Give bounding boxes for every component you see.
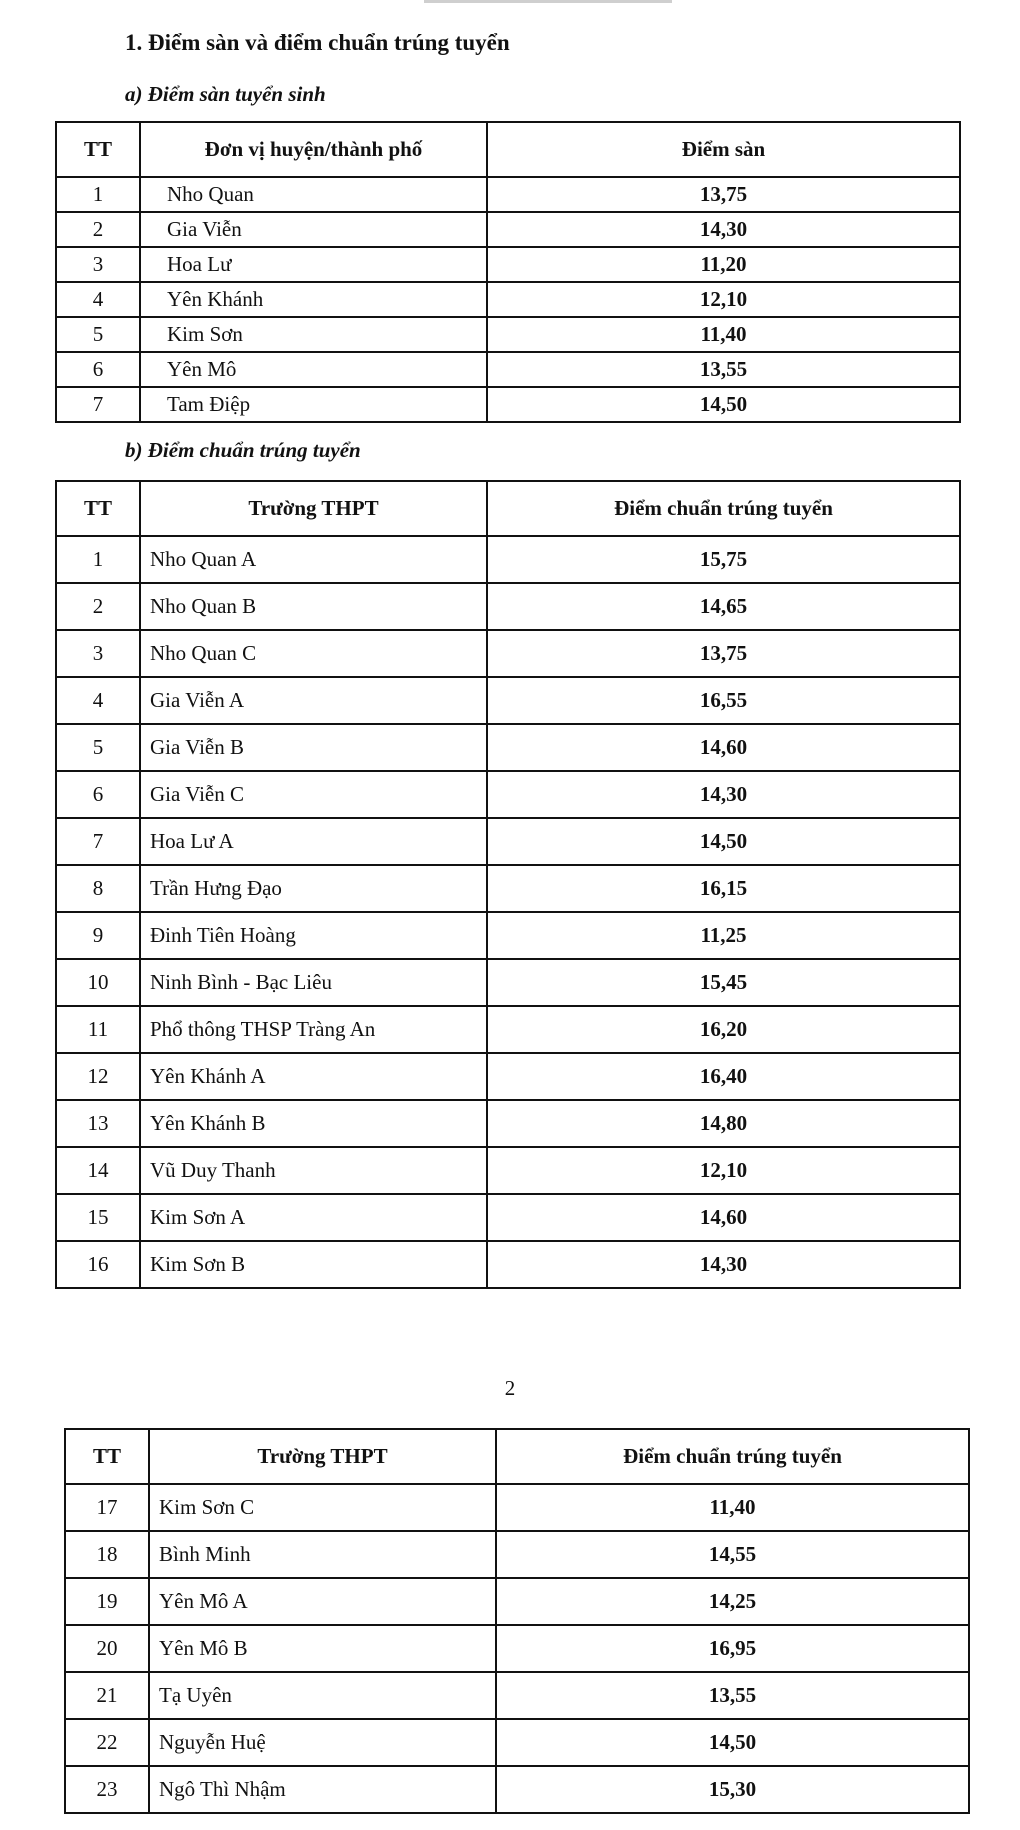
row-number: 17: [65, 1484, 149, 1531]
table-row: [56, 282, 960, 317]
row-number: 18: [65, 1531, 149, 1578]
row-score: 15,45: [487, 959, 960, 1006]
row-score: 14,60: [487, 1194, 960, 1241]
table-row: [56, 1006, 960, 1053]
header-floor-score: Điểm sàn: [487, 122, 960, 177]
row-name: Vũ Duy Thanh: [140, 1147, 487, 1194]
row-score: 11,40: [496, 1484, 969, 1531]
row-score: 15,30: [496, 1766, 969, 1813]
row-score: 14,50: [487, 387, 960, 422]
row-score: 13,55: [487, 352, 960, 387]
row-score: 13,55: [496, 1672, 969, 1719]
row-score: 15,75: [487, 536, 960, 583]
row-name: Gia Viễn: [140, 212, 487, 247]
row-name: Nguyễn Huệ: [149, 1719, 496, 1766]
row-score: 14,50: [496, 1719, 969, 1766]
header-school: Trường THPT: [140, 481, 487, 536]
row-name: Bình Minh: [149, 1531, 496, 1578]
row-score: 12,10: [487, 282, 960, 317]
row-name: Hoa Lư A: [140, 818, 487, 865]
row-score: 16,40: [487, 1053, 960, 1100]
row-name: Nho Quan B: [140, 583, 487, 630]
table-header-row: [56, 481, 960, 536]
table-row: [65, 1719, 969, 1766]
admission-score-table-continued: [64, 1428, 970, 1814]
row-number: 8: [56, 865, 140, 912]
row-number: 19: [65, 1578, 149, 1625]
row-score: 14,55: [496, 1531, 969, 1578]
row-number: 2: [56, 583, 140, 630]
section-heading: 1. Điểm sàn và điểm chuẩn trúng tuyển: [125, 30, 510, 55]
row-number: 3: [56, 247, 140, 282]
row-number: 1: [56, 536, 140, 583]
row-name: Hoa Lư: [140, 247, 487, 282]
row-number: 12: [56, 1053, 140, 1100]
row-name: Kim Sơn B: [140, 1241, 487, 1288]
row-name: Tạ Uyên: [149, 1672, 496, 1719]
row-name: Yên Khánh B: [140, 1100, 487, 1147]
row-number: 5: [56, 724, 140, 771]
row-score: 11,40: [487, 317, 960, 352]
header-admission-score: Điểm chuẩn trúng tuyển: [496, 1429, 969, 1484]
row-name: Tam Điệp: [140, 387, 487, 422]
row-number: 7: [56, 387, 140, 422]
row-number: 7: [56, 818, 140, 865]
page-number: 2: [504, 1376, 516, 1400]
row-number: 4: [56, 282, 140, 317]
row-score: 11,20: [487, 247, 960, 282]
floor-score-subheading: a) Điểm sàn tuyển sinh: [125, 82, 326, 106]
table-row: [65, 1578, 969, 1625]
row-name: Gia Viễn A: [140, 677, 487, 724]
floor-score-table: [55, 121, 961, 423]
header-tt: TT: [65, 1429, 149, 1484]
row-number: 2: [56, 212, 140, 247]
table-row: [56, 387, 960, 422]
row-number: 10: [56, 959, 140, 1006]
row-number: 14: [56, 1147, 140, 1194]
row-number: 20: [65, 1625, 149, 1672]
row-score: 13,75: [487, 630, 960, 677]
row-number: 9: [56, 912, 140, 959]
table-row: [56, 1100, 960, 1147]
header-admission-score: Điểm chuẩn trúng tuyển: [487, 481, 960, 536]
header-school: Trường THPT: [149, 1429, 496, 1484]
row-number: 23: [65, 1766, 149, 1813]
row-name: Đinh Tiên Hoàng: [140, 912, 487, 959]
table-row: [56, 771, 960, 818]
row-score: 14,30: [487, 212, 960, 247]
row-name: Kim Sơn: [140, 317, 487, 352]
table-row: [56, 317, 960, 352]
row-number: 21: [65, 1672, 149, 1719]
row-number: 13: [56, 1100, 140, 1147]
row-name: Phổ thông THSP Tràng An: [140, 1006, 487, 1053]
table-row: [65, 1484, 969, 1531]
row-name: Ngô Thì Nhậm: [149, 1766, 496, 1813]
row-name: Gia Viễn C: [140, 771, 487, 818]
row-name: Gia Viễn B: [140, 724, 487, 771]
row-name: Nho Quan C: [140, 630, 487, 677]
row-score: 14,30: [487, 1241, 960, 1288]
row-name: Nho Quan A: [140, 536, 487, 583]
row-name: Kim Sơn C: [149, 1484, 496, 1531]
table-row: [56, 1194, 960, 1241]
row-score: 16,95: [496, 1625, 969, 1672]
row-number: 6: [56, 352, 140, 387]
admission-score-subheading: b) Điểm chuẩn trúng tuyển: [125, 438, 361, 462]
row-score: 16,55: [487, 677, 960, 724]
table-row: [56, 1241, 960, 1288]
row-score: 14,80: [487, 1100, 960, 1147]
table-row: [56, 912, 960, 959]
table-header-row: [65, 1429, 969, 1484]
table-row: [56, 536, 960, 583]
row-name: Yên Mô B: [149, 1625, 496, 1672]
table-row: [56, 1053, 960, 1100]
row-name: Yên Khánh A: [140, 1053, 487, 1100]
row-number: 5: [56, 317, 140, 352]
row-name: Kim Sơn A: [140, 1194, 487, 1241]
table-row: [56, 1147, 960, 1194]
row-number: 16: [56, 1241, 140, 1288]
table-row: [56, 177, 960, 212]
admission-score-table: [55, 480, 961, 1289]
row-score: 16,15: [487, 865, 960, 912]
table-row: [65, 1531, 969, 1578]
row-name: Yên Khánh: [140, 282, 487, 317]
row-number: 15: [56, 1194, 140, 1241]
row-number: 11: [56, 1006, 140, 1053]
table-row: [56, 959, 960, 1006]
row-score: 14,25: [496, 1578, 969, 1625]
row-score: 11,25: [487, 912, 960, 959]
row-score: 14,60: [487, 724, 960, 771]
table-row: [65, 1672, 969, 1719]
row-score: 14,65: [487, 583, 960, 630]
row-number: 6: [56, 771, 140, 818]
header-tt: TT: [56, 122, 140, 177]
row-name: Trần Hưng Đạo: [140, 865, 487, 912]
table-header-row: [56, 122, 960, 177]
row-name: Yên Mô: [140, 352, 487, 387]
row-score: 14,50: [487, 818, 960, 865]
row-name: Ninh Bình - Bạc Liêu: [140, 959, 487, 1006]
table-row: [56, 212, 960, 247]
row-number: 22: [65, 1719, 149, 1766]
top-divider: [424, 0, 672, 3]
table-row: [56, 247, 960, 282]
row-number: 1: [56, 177, 140, 212]
row-score: 12,10: [487, 1147, 960, 1194]
table-row: [56, 724, 960, 771]
row-score: 14,30: [487, 771, 960, 818]
table-row: [56, 865, 960, 912]
table-row: [56, 583, 960, 630]
table-row: [65, 1766, 969, 1813]
table-row: [56, 677, 960, 724]
row-name: Nho Quan: [140, 177, 487, 212]
table-row: [56, 352, 960, 387]
header-tt: TT: [56, 481, 140, 536]
row-score: 16,20: [487, 1006, 960, 1053]
table-row: [65, 1625, 969, 1672]
header-unit: Đơn vị huyện/thành phố: [140, 122, 487, 177]
table-row: [56, 630, 960, 677]
row-name: Yên Mô A: [149, 1578, 496, 1625]
row-number: 3: [56, 630, 140, 677]
row-number: 4: [56, 677, 140, 724]
table-row: [56, 818, 960, 865]
row-score: 13,75: [487, 177, 960, 212]
